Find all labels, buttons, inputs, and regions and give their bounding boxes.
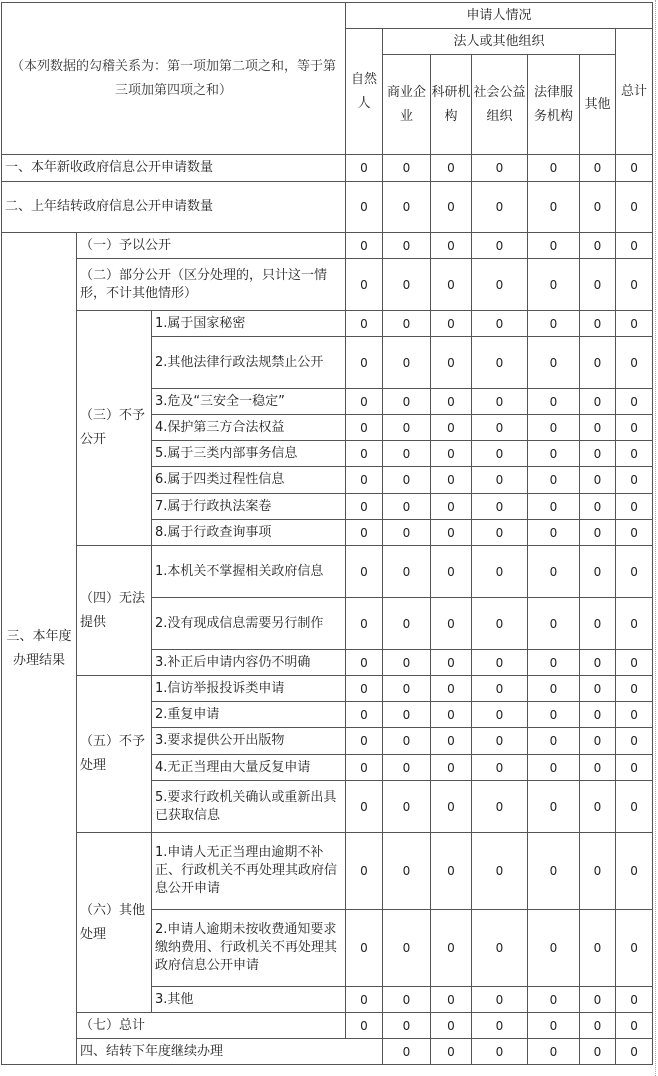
row-label: 2.其他法律行政法规禁止公开 bbox=[152, 337, 346, 389]
count-cell: 0 bbox=[472, 676, 528, 702]
count-cell: 0 bbox=[528, 702, 580, 728]
row-label: （七）总计 bbox=[77, 1013, 346, 1039]
col-research: 科研机构 bbox=[431, 55, 472, 155]
count-cell: 0 bbox=[580, 546, 616, 598]
count-cell: 0 bbox=[431, 728, 472, 755]
count-cell: 0 bbox=[383, 494, 431, 520]
row-label: 3.补正后申请内容仍不明确 bbox=[152, 650, 346, 676]
count-cell: 0 bbox=[346, 650, 383, 676]
count-cell: 0 bbox=[616, 337, 653, 389]
count-cell: 0 bbox=[616, 259, 653, 311]
count-cell: 0 bbox=[580, 182, 616, 233]
count-cell: 0 bbox=[431, 910, 472, 987]
count-cell: 0 bbox=[580, 910, 616, 987]
count-cell: 0 bbox=[383, 910, 431, 987]
table-row bbox=[2, 676, 653, 702]
row-label: 5.要求行政机关确认或重新出具已获取信息 bbox=[152, 781, 346, 833]
count-cell: 0 bbox=[580, 259, 616, 311]
count-cell: 0 bbox=[472, 1013, 528, 1039]
count-cell: 0 bbox=[383, 676, 431, 702]
group-cannot-provide: （四）无法提供 bbox=[77, 546, 152, 676]
table-row bbox=[2, 259, 653, 311]
row-label: 二、上年结转政府信息公开申请数量 bbox=[2, 182, 346, 233]
count-cell: 0 bbox=[472, 233, 528, 259]
row-label: 4.保护第三方合法权益 bbox=[152, 415, 346, 441]
count-cell: 0 bbox=[431, 650, 472, 676]
count-cell: 0 bbox=[431, 520, 472, 546]
count-cell: 0 bbox=[580, 676, 616, 702]
count-cell: 0 bbox=[616, 598, 653, 650]
count-cell: 0 bbox=[346, 337, 383, 389]
count-cell: 0 bbox=[528, 598, 580, 650]
count-cell: 0 bbox=[431, 311, 472, 337]
count-cell: 0 bbox=[528, 676, 580, 702]
note-cell bbox=[2, 3, 346, 155]
count-cell: 0 bbox=[472, 311, 528, 337]
count-cell: 0 bbox=[616, 467, 653, 494]
count-cell: 0 bbox=[431, 182, 472, 233]
count-cell: 0 bbox=[580, 233, 616, 259]
count-cell: 0 bbox=[431, 259, 472, 311]
count-cell: 0 bbox=[346, 441, 383, 467]
count-cell: 0 bbox=[580, 415, 616, 441]
count-cell: 0 bbox=[472, 598, 528, 650]
count-cell: 0 bbox=[346, 494, 383, 520]
count-cell: 0 bbox=[616, 233, 653, 259]
row-label: 7.属于行政执法案卷 bbox=[152, 494, 346, 520]
count-cell: 0 bbox=[580, 389, 616, 415]
count-cell: 0 bbox=[580, 441, 616, 467]
count-cell: 0 bbox=[616, 389, 653, 415]
count-cell: 0 bbox=[472, 987, 528, 1013]
count-cell: 0 bbox=[383, 546, 431, 598]
count-cell: 0 bbox=[472, 182, 528, 233]
count-cell: 0 bbox=[431, 389, 472, 415]
count-cell: 0 bbox=[472, 467, 528, 494]
col-total: 总计 bbox=[616, 29, 653, 155]
count-cell: 0 bbox=[616, 781, 653, 833]
count-cell: 0 bbox=[616, 833, 653, 910]
count-cell: 0 bbox=[383, 415, 431, 441]
count-cell: 0 bbox=[431, 546, 472, 598]
count-cell: 0 bbox=[580, 755, 616, 781]
count-cell: 0 bbox=[472, 415, 528, 441]
count-cell: 0 bbox=[431, 415, 472, 441]
page-guide-line bbox=[655, 0, 656, 1076]
count-cell: 0 bbox=[580, 467, 616, 494]
statistics-table bbox=[1, 2, 653, 1065]
count-cell: 0 bbox=[528, 650, 580, 676]
count-cell: 0 bbox=[528, 389, 580, 415]
count-cell: 0 bbox=[346, 755, 383, 781]
count-cell: 0 bbox=[472, 781, 528, 833]
row-label: 3.危及“三安全一稳定” bbox=[152, 389, 346, 415]
count-cell: 0 bbox=[616, 910, 653, 987]
table-row bbox=[2, 546, 653, 598]
count-cell: 0 bbox=[616, 987, 653, 1013]
col-natural-person: 自然人 bbox=[346, 29, 383, 155]
count-cell: 0 bbox=[431, 337, 472, 389]
count-cell: 0 bbox=[383, 337, 431, 389]
col-legal-service: 法律服务机构 bbox=[528, 55, 580, 155]
count-cell: 0 bbox=[528, 494, 580, 520]
count-cell: 0 bbox=[431, 676, 472, 702]
count-cell: 0 bbox=[431, 1013, 472, 1039]
row-label: （二）部分公开（区分处理的，只计这一情形，不计其他情形） bbox=[77, 259, 346, 311]
count-cell: 0 bbox=[580, 520, 616, 546]
count-cell: 0 bbox=[528, 833, 580, 910]
count-cell: 0 bbox=[528, 155, 580, 182]
count-cell: 0 bbox=[383, 781, 431, 833]
count-cell: 0 bbox=[528, 233, 580, 259]
count-cell: 0 bbox=[383, 520, 431, 546]
count-cell: 0 bbox=[472, 755, 528, 781]
count-cell: 0 bbox=[528, 1013, 580, 1039]
group-other-handling: （六）其他处理 bbox=[77, 833, 152, 1013]
col-public-welfare: 社会公益组织 bbox=[472, 55, 528, 155]
table-row bbox=[2, 233, 653, 259]
count-cell: 0 bbox=[383, 728, 431, 755]
count-cell: 0 bbox=[580, 1013, 616, 1039]
count-cell: 0 bbox=[346, 1013, 383, 1039]
count-cell: 0 bbox=[383, 155, 431, 182]
count-cell: 0 bbox=[616, 755, 653, 781]
row-label: 1.属于国家秘密 bbox=[152, 311, 346, 337]
count-cell: 0 bbox=[616, 415, 653, 441]
row-label: 4.无正当理由大量反复申请 bbox=[152, 755, 346, 781]
count-cell: 0 bbox=[580, 311, 616, 337]
row-label: （一）予以公开 bbox=[77, 233, 346, 259]
count-cell: 0 bbox=[346, 833, 383, 910]
count-cell: 0 bbox=[346, 598, 383, 650]
count-cell: 0 bbox=[472, 650, 528, 676]
count-cell: 0 bbox=[472, 520, 528, 546]
count-cell: 0 bbox=[346, 182, 383, 233]
count-cell: 0 bbox=[616, 182, 653, 233]
count-cell: 0 bbox=[472, 702, 528, 728]
row-label: 一、本年新收政府信息公开申请数量 bbox=[2, 155, 346, 182]
count-cell: 0 bbox=[616, 520, 653, 546]
count-cell: 0 bbox=[580, 337, 616, 389]
count-cell: 0 bbox=[472, 494, 528, 520]
count-cell: 0 bbox=[580, 598, 616, 650]
count-cell: 0 bbox=[383, 311, 431, 337]
count-cell: 0 bbox=[383, 702, 431, 728]
count-cell: 0 bbox=[346, 155, 383, 182]
count-cell: 0 bbox=[383, 441, 431, 467]
count-cell: 0 bbox=[431, 494, 472, 520]
count-cell: 0 bbox=[346, 233, 383, 259]
count-cell: 0 bbox=[346, 467, 383, 494]
count-cell: 0 bbox=[616, 494, 653, 520]
row-label: 2.申请人逾期未按收费通知要求缴纳费用、行政机关不再处理其政府信息公开申请 bbox=[152, 910, 346, 987]
count-cell: 0 bbox=[346, 910, 383, 987]
count-cell: 0 bbox=[431, 987, 472, 1013]
row-label: 2.重复申请 bbox=[152, 702, 346, 728]
count-cell: 0 bbox=[431, 833, 472, 910]
count-cell: 0 bbox=[346, 728, 383, 755]
table-row bbox=[2, 833, 653, 910]
table-row bbox=[2, 1039, 653, 1065]
count-cell: 0 bbox=[431, 598, 472, 650]
table-row bbox=[2, 155, 653, 182]
count-cell: 0 bbox=[616, 441, 653, 467]
row-label: 1.申请人无正当理由逾期不补正、行政机关不再处理其政府信息公开申请 bbox=[152, 833, 346, 910]
count-cell: 0 bbox=[616, 728, 653, 755]
count-cell: 0 bbox=[616, 1039, 653, 1065]
count-cell: 0 bbox=[472, 389, 528, 415]
count-cell: 0 bbox=[346, 311, 383, 337]
count-cell: 0 bbox=[528, 755, 580, 781]
count-cell: 0 bbox=[346, 781, 383, 833]
count-cell: 0 bbox=[580, 494, 616, 520]
count-cell: 0 bbox=[346, 546, 383, 598]
count-cell: 0 bbox=[383, 987, 431, 1013]
row-label: 1.信访举报投诉类申请 bbox=[152, 676, 346, 702]
count-cell: 0 bbox=[431, 441, 472, 467]
count-cell: 0 bbox=[346, 676, 383, 702]
row-label: 1.本机关不掌握相关政府信息 bbox=[152, 546, 346, 598]
row-label: 3.要求提供公开出版物 bbox=[152, 728, 346, 755]
count-cell: 0 bbox=[528, 987, 580, 1013]
count-cell: 0 bbox=[472, 546, 528, 598]
count-cell: 0 bbox=[528, 259, 580, 311]
count-cell: 0 bbox=[383, 1039, 431, 1065]
count-cell: 0 bbox=[431, 1039, 472, 1065]
result-group-label: 三、本年度办理结果 bbox=[2, 233, 77, 1065]
count-cell: 0 bbox=[616, 546, 653, 598]
count-cell: 0 bbox=[383, 233, 431, 259]
count-cell: 0 bbox=[346, 987, 383, 1013]
count-cell: 0 bbox=[383, 259, 431, 311]
count-cell: 0 bbox=[472, 910, 528, 987]
group-not-disclosed: （三）不予公开 bbox=[77, 311, 152, 546]
count-cell: 0 bbox=[580, 155, 616, 182]
count-cell: 0 bbox=[472, 728, 528, 755]
row-label: 3.其他 bbox=[152, 987, 346, 1013]
count-cell: 0 bbox=[580, 650, 616, 676]
count-cell: 0 bbox=[580, 781, 616, 833]
count-cell: 0 bbox=[528, 520, 580, 546]
count-cell: 0 bbox=[580, 987, 616, 1013]
count-cell: 0 bbox=[528, 415, 580, 441]
count-cell: 0 bbox=[431, 155, 472, 182]
table-row bbox=[2, 311, 653, 337]
count-cell: 0 bbox=[383, 1013, 431, 1039]
count-cell: 0 bbox=[431, 781, 472, 833]
count-cell: 0 bbox=[472, 259, 528, 311]
count-cell: 0 bbox=[346, 389, 383, 415]
count-cell: 0 bbox=[383, 833, 431, 910]
count-cell: 0 bbox=[383, 389, 431, 415]
count-cell: 0 bbox=[431, 467, 472, 494]
count-cell: 0 bbox=[383, 598, 431, 650]
count-cell: 0 bbox=[528, 467, 580, 494]
row-label: 5.属于三类内部事务信息 bbox=[152, 441, 346, 467]
row-label: 8.属于行政查询事项 bbox=[152, 520, 346, 546]
col-business: 商业企业 bbox=[383, 55, 431, 155]
count-cell: 0 bbox=[346, 415, 383, 441]
row-label: 2.没有现成信息需要另行制作 bbox=[152, 598, 346, 650]
count-cell: 0 bbox=[528, 1039, 580, 1065]
count-cell: 0 bbox=[616, 155, 653, 182]
legal-header: 法人或其他组织 bbox=[383, 29, 616, 55]
count-cell: 0 bbox=[616, 702, 653, 728]
count-cell: 0 bbox=[580, 833, 616, 910]
row-label: 6.属于四类过程性信息 bbox=[152, 467, 346, 494]
count-cell: 0 bbox=[472, 1039, 528, 1065]
count-cell: 0 bbox=[528, 182, 580, 233]
count-cell: 0 bbox=[383, 467, 431, 494]
count-cell: 0 bbox=[528, 728, 580, 755]
table-row bbox=[2, 1013, 653, 1039]
count-cell: 0 bbox=[528, 337, 580, 389]
count-cell: 0 bbox=[528, 910, 580, 987]
count-cell: 0 bbox=[528, 441, 580, 467]
count-cell: 0 bbox=[528, 781, 580, 833]
group-not-processed: （五）不予处理 bbox=[77, 676, 152, 833]
count-cell: 0 bbox=[431, 755, 472, 781]
count-cell: 0 bbox=[616, 650, 653, 676]
note-text: （本列数据的勾稽关系为：第一项加第二项之和，等于第三项加第四项之和） bbox=[10, 58, 336, 98]
row-label: 四、结转下年度继续办理 bbox=[77, 1039, 383, 1065]
count-cell: 0 bbox=[616, 1013, 653, 1039]
count-cell: 0 bbox=[383, 650, 431, 676]
col-other: 其他 bbox=[580, 55, 616, 155]
applicant-header: 申请人情况 bbox=[346, 3, 653, 29]
count-cell: 0 bbox=[472, 441, 528, 467]
count-cell: 0 bbox=[346, 259, 383, 311]
count-cell: 0 bbox=[431, 702, 472, 728]
count-cell: 0 bbox=[528, 311, 580, 337]
count-cell: 0 bbox=[472, 833, 528, 910]
count-cell: 0 bbox=[383, 182, 431, 233]
count-cell: 0 bbox=[616, 311, 653, 337]
count-cell: 0 bbox=[580, 1039, 616, 1065]
count-cell: 0 bbox=[346, 702, 383, 728]
count-cell: 0 bbox=[528, 546, 580, 598]
count-cell: 0 bbox=[580, 702, 616, 728]
count-cell: 0 bbox=[472, 155, 528, 182]
count-cell: 0 bbox=[472, 337, 528, 389]
table-row bbox=[2, 182, 653, 233]
count-cell: 0 bbox=[383, 755, 431, 781]
count-cell: 0 bbox=[346, 520, 383, 546]
count-cell: 0 bbox=[616, 676, 653, 702]
count-cell: 0 bbox=[580, 728, 616, 755]
count-cell: 0 bbox=[431, 233, 472, 259]
